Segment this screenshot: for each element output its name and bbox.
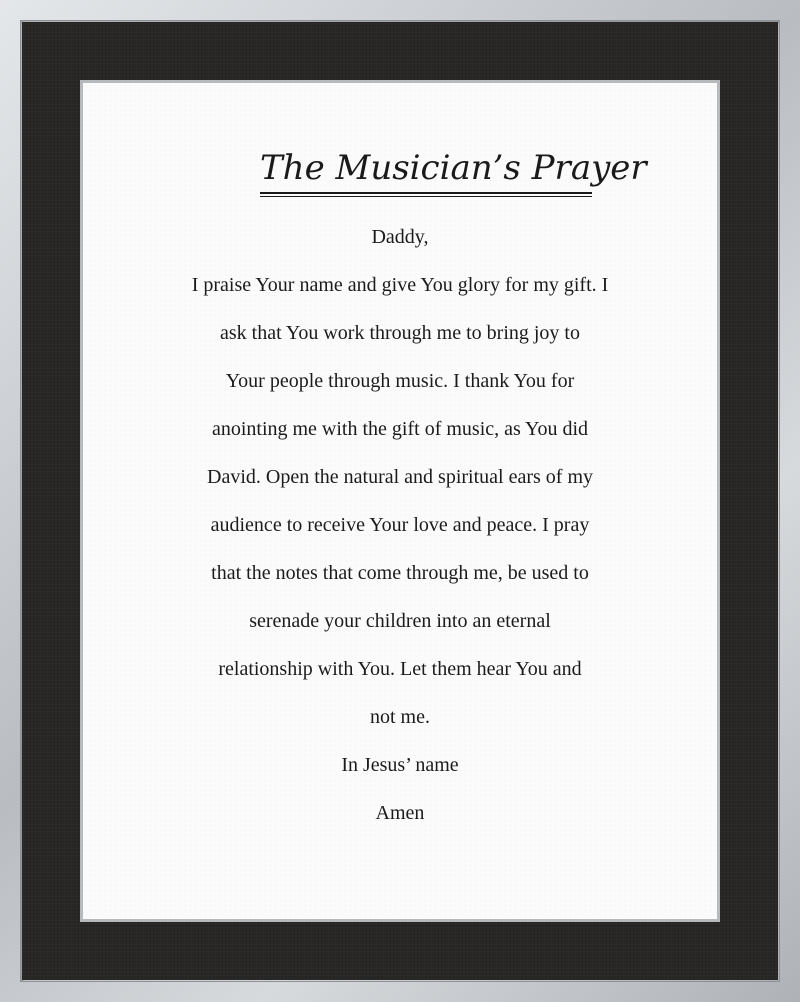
prayer-title: The Musician’s Prayer	[260, 148, 647, 188]
amen-line: Amen	[375, 802, 425, 824]
body-line: serenade your children into an eternal	[249, 610, 551, 632]
body-line: anointing me with the gift of music, as You did	[211, 418, 589, 440]
body-line: not me.	[370, 706, 430, 728]
closing-line: In Jesus’ name	[341, 754, 459, 776]
prayer-paper	[83, 83, 717, 919]
salutation: Daddy,	[371, 226, 429, 248]
body-line: ask that You work through me to bring joy to	[220, 322, 580, 344]
body-line: audience to receive Your love and peace. I pray	[210, 514, 590, 536]
body-line: Your people through music. I thank You for	[225, 370, 575, 392]
body-line: David. Open the natural and spiritual ears of my	[207, 466, 593, 488]
body-line: that the notes that come through me, be used to	[211, 562, 589, 584]
body-line: I praise Your name and give You glory for my gift. I	[191, 274, 609, 296]
title-underline	[260, 192, 592, 197]
body-line: relationship with You. Let them hear You and	[218, 658, 582, 680]
